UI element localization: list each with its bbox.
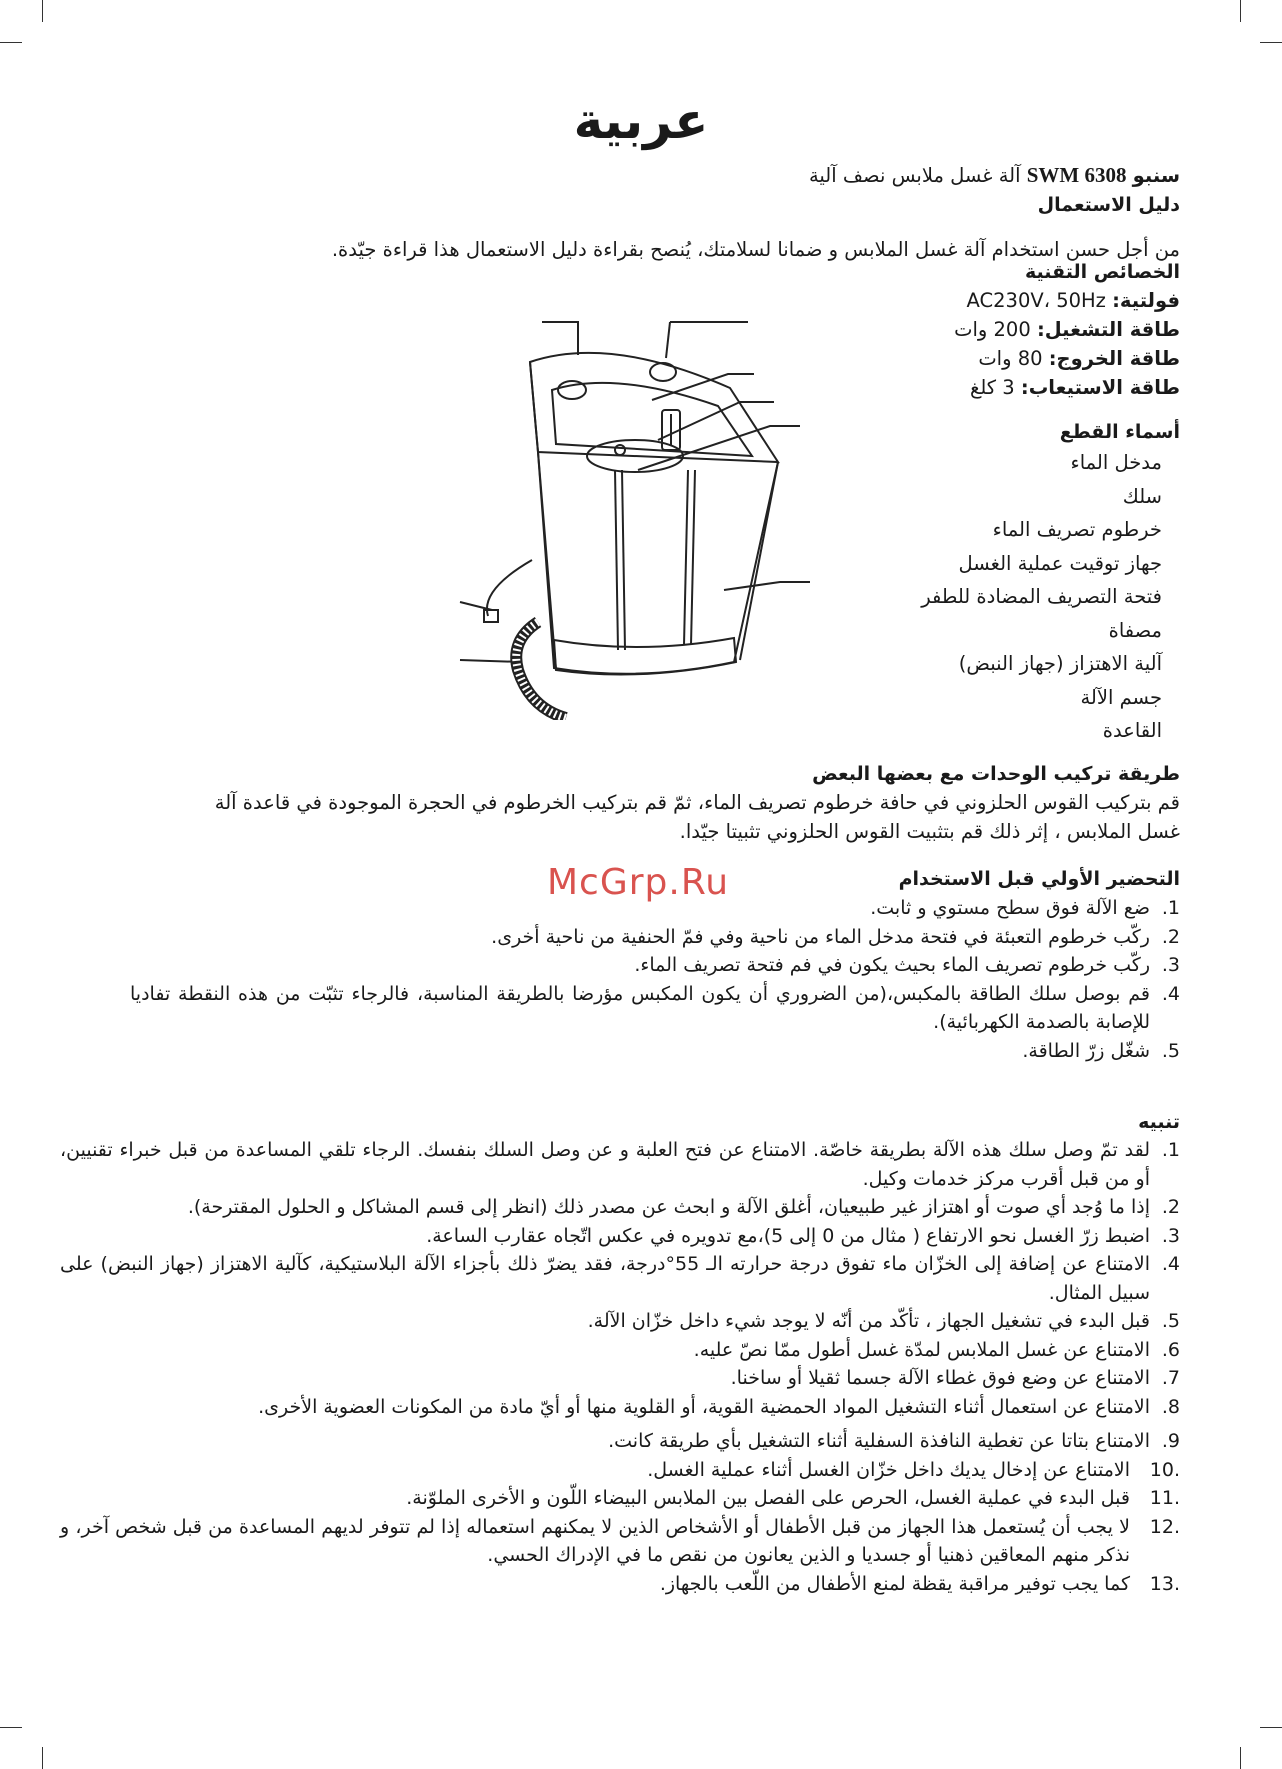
list-number: .13	[1149, 1572, 1180, 1595]
spec-row	[954, 286, 1180, 315]
list-text: قبل البدء في تشغيل الجهاز ، تأكّد من أنّه لا يوجد شيء داخل خزّان الآلة.	[587, 1310, 1150, 1332]
list-text: إذا ما وُجد أي صوت أو اهتزاز غير طبيعيان، أغلق الآلة و ابحث عن مصدر ذلك (انظر إلى قسم المشاكل و الحلول المقترحة).	[187, 1196, 1150, 1218]
list-item	[60, 1364, 1180, 1393]
list-text: قم بوصل سلك الطاقة بالمكبس،(من الضروري أن يكون المكبس مؤرضا بالطريقة المناسبة، فالرجاء تثبّت من هذه النقطة تفاديا للإصابة بالصدمة الكهربائية).	[130, 982, 1150, 1033]
list-number: 7.	[1161, 1367, 1180, 1389]
list-item	[60, 1136, 1180, 1193]
list-item	[60, 1570, 1180, 1599]
part-item: فتحة التصريف المضادة للطفر	[921, 585, 1162, 608]
crop-mark	[42, 1747, 43, 1769]
spec-value: 80 وات	[978, 347, 1043, 370]
model-line	[332, 160, 1180, 191]
list-text: الامتناع بتاتا عن تغطية النافذة السفلية أثناء التشغيل بأي طريقة كانت.	[608, 1430, 1150, 1452]
part-item: جسم الآلة	[1080, 685, 1162, 709]
list-number: .12	[1149, 1515, 1180, 1538]
list-number: 2.	[1161, 1196, 1180, 1218]
crop-mark	[1240, 0, 1241, 22]
part-item: مصفاة	[1108, 618, 1162, 642]
list-text: الامتناع عن إضافة إلى الخزّان ماء تفوق درجة حرارته الـ 55°درجة، فقد يضرّ ذلك بأجزاء الآلة البلاستيكية، كآلية الاهتزاز (جهاز النبض) على سبيل المثال.	[60, 1253, 1150, 1304]
assembly-heading: طريقة تركيب الوحدات مع بعضها البعض	[812, 763, 1180, 785]
list-number: .11	[1149, 1487, 1180, 1509]
list-item	[60, 1222, 1180, 1251]
spec-row	[954, 315, 1180, 344]
spec-label: طاقة الخروج:	[1048, 347, 1180, 370]
manual-heading: دليل الاستعمال	[1037, 194, 1180, 216]
list-text: ركّب خرطوم تصريف الماء بحيث يكون في فم فتحة تصريف الماء.	[634, 954, 1150, 976]
parts-section	[921, 418, 1180, 748]
list-text: لقد تمّ وصل سلك هذه الآلة بطريقة خاصّة. الامتناع عن فتح العلبة و عن وصل السلك بنفسك. الرجاء تلقي المساعدة من قبل خبراء تقنيين، أو من قبل أقرب مركز خدمات وكيل.	[60, 1139, 1150, 1190]
list-item	[60, 1250, 1180, 1307]
crop-mark	[1260, 1727, 1282, 1728]
list-number: .10	[1149, 1458, 1180, 1481]
part-item: القاعدة	[1102, 719, 1162, 742]
part-item: مدخل الماء	[1070, 451, 1162, 474]
list-item	[130, 1037, 1180, 1066]
list-number: 8.	[1161, 1395, 1180, 1418]
list-number: 9.	[1161, 1430, 1180, 1452]
list-text: قبل البدء في عملية الغسل، الحرص على الفصل بين الملابس البيضاء اللّون و الأخرى الملوّنة.	[406, 1487, 1130, 1509]
brand-name: سنبو	[1132, 164, 1180, 187]
crop-mark	[0, 1727, 22, 1728]
assembly-text: غسل الملابس ، إثر ذلك قم بتثبيت القوس الحلزوني تثبيتا جيّدا.	[679, 820, 1180, 843]
part-item: آلية الاهتزاز (جهاز النبض)	[958, 652, 1162, 675]
model-number: SWM 6308	[1026, 163, 1127, 187]
crop-mark	[0, 42, 22, 43]
spec-label: طاقة الاستيعاب:	[1020, 376, 1180, 399]
page-title: عربية	[573, 92, 709, 150]
spec-value: 200 وات	[954, 318, 1031, 341]
list-text: الامتناع عن استعمال أثناء التشغيل المواد الحمضية القوية، أو القلوية منها أو أيّ مادة من المكونات العضوية الأخرى.	[258, 1395, 1150, 1418]
list-text: الامتناع عن غسل الملابس لمدّة غسل أطول ممّا نصّ عليه.	[693, 1338, 1150, 1361]
list-item	[60, 1193, 1180, 1222]
spec-label: طاقة التشغيل:	[1036, 318, 1180, 341]
list-item	[60, 1307, 1180, 1336]
list-text: كما يجب توفير مراقبة يقظة لمنع الأطفال من اللّعب بالجهاز.	[659, 1572, 1130, 1595]
list-item	[130, 980, 1180, 1037]
washing-machine-illustration	[440, 310, 820, 720]
specs-heading: الخصائص التقنية	[1025, 261, 1180, 283]
part-item: خرطوم تصريف الماء	[992, 518, 1162, 541]
intro-text: من أجل حسن استخدام آلة غسل الملابس و ضمانا لسلامتك، يُنصح بقراءة دليل الاستعمال هذا قراءة جيّدة.	[331, 238, 1180, 261]
list-text: شغّل زرّ الطاقة.	[1022, 1039, 1150, 1062]
list-item	[60, 1393, 1180, 1422]
warning-section	[60, 1108, 1180, 1598]
prep-section	[130, 864, 1180, 1065]
assembly-text: قم بتركيب القوس الحلزوني في حافة خرطوم تصريف الماء، ثمّ قم بتركيب الخرطوم في الحجرة الموجودة في قاعدة آلة	[214, 791, 1180, 814]
header-block	[332, 160, 1180, 265]
list-item	[130, 894, 1180, 923]
assembly-section	[90, 760, 1180, 846]
spec-label: فولتية:	[1112, 289, 1180, 312]
list-number: 3.	[1161, 1224, 1180, 1247]
list-number: 2.	[1161, 925, 1180, 948]
list-number: 5.	[1161, 1039, 1180, 1062]
list-item	[60, 1513, 1180, 1570]
part-item: جهاز توقيت عملية الغسل	[958, 551, 1162, 575]
list-item	[60, 1456, 1180, 1485]
list-number: 4.	[1161, 1253, 1180, 1275]
parts-heading: أسماء القطع	[1059, 421, 1180, 443]
specs-section	[954, 258, 1180, 402]
spec-value: AC230V، 50Hz	[966, 289, 1106, 312]
list-text: لا يجب أن يُستعمل هذا الجهاز من قبل الأطفال أو الأشخاص الذين لا يمكنهم استعماله إذا لم تتوفر لديهم المساعدة من قبل شخص آخر، و نذكر منهم المعاقين ذهنيا أو جسديا و الذين يعانون من نقص ما في الإدراك الحسي.	[60, 1515, 1130, 1566]
spec-row	[954, 344, 1180, 373]
model-description: آلة غسل ملابس نصف آلية	[808, 164, 1021, 187]
list-number: 4.	[1161, 982, 1180, 1005]
list-item	[130, 923, 1180, 952]
crop-mark	[1260, 42, 1282, 43]
crop-mark	[42, 0, 43, 22]
list-item	[60, 1336, 1180, 1365]
watermark: McGrp.Ru	[546, 862, 730, 903]
spec-row	[954, 373, 1180, 402]
list-number: 1.	[1161, 1139, 1180, 1161]
list-item	[130, 951, 1180, 980]
list-text: اضبط زرّ الغسل نحو الارتفاع ( مثال من 0 إلى 5)،مع تدويره في عكس اتّجاه عقارب الساعة.	[426, 1224, 1150, 1247]
list-text: ضع الآلة فوق سطح مستوي و ثابت.	[870, 897, 1150, 919]
warning-heading: تنبيه	[1138, 1111, 1180, 1133]
list-item	[60, 1484, 1180, 1513]
list-text: الامتناع عن إدخال يديك داخل خزّان الغسل أثناء عملية الغسل.	[647, 1458, 1130, 1481]
list-number: 5.	[1161, 1310, 1180, 1332]
list-number: 6.	[1161, 1338, 1180, 1361]
list-item	[60, 1427, 1180, 1456]
list-number: 3.	[1161, 954, 1180, 976]
list-text: الامتناع عن وضع فوق غطاء الآلة جسما ثقيلا أو ساخنا.	[730, 1367, 1150, 1389]
crop-mark	[1240, 1747, 1241, 1769]
part-item: سلك	[1122, 484, 1162, 508]
prep-heading: التحضير الأولي قبل الاستخدام	[898, 868, 1180, 890]
list-number: 1.	[1161, 897, 1180, 919]
list-text: ركّب خرطوم التعبئة في فتحة مدخل الماء من ناحية وفي فمّ الحنفية من ناحية أخرى.	[491, 925, 1150, 948]
spec-value: 3 كلغ	[969, 376, 1015, 399]
